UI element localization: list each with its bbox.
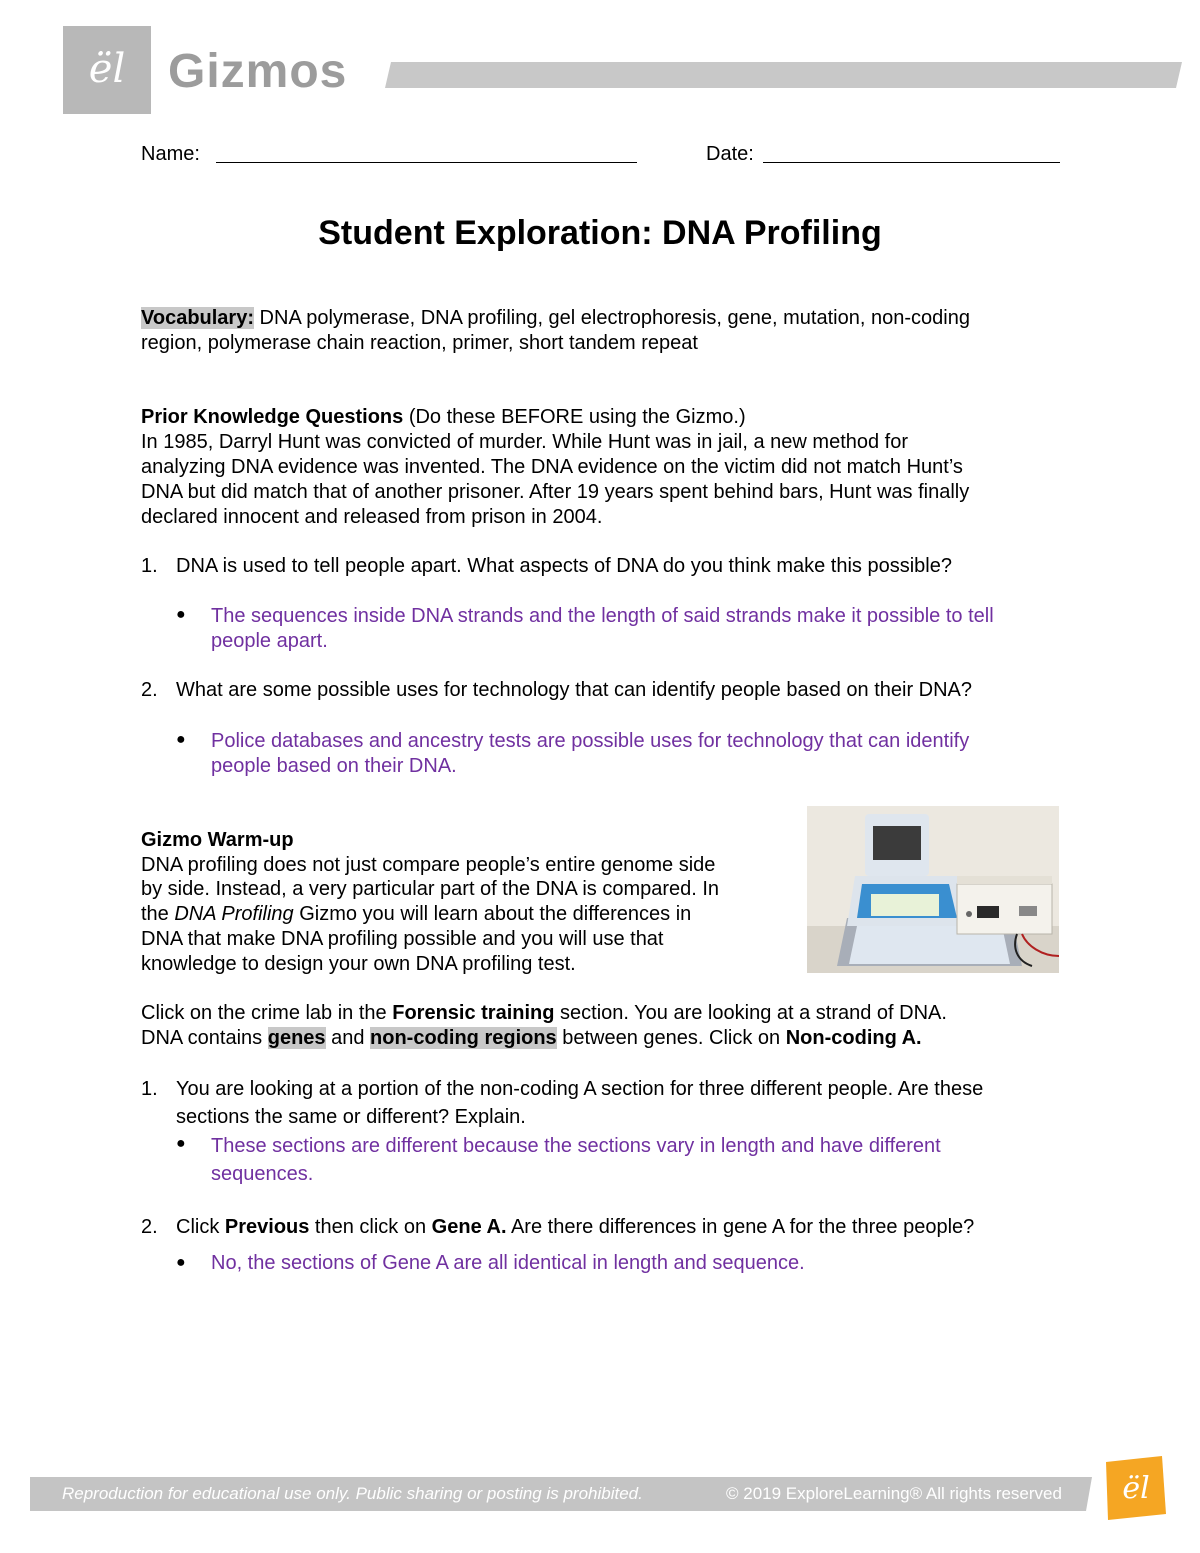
prior-line-4: declared innocent and released from prison in 2004. (141, 506, 603, 528)
footer-copyright: © 2019 ExploreLearning® All rights reserved (726, 1484, 1062, 1503)
q2-text-c: Are there differences in gene A for the three people? (506, 1216, 975, 1238)
warmup-q2-text (176, 1213, 1066, 1241)
previous-term: Previous (224, 1216, 310, 1238)
contains-text-b: between genes. Click on (556, 1027, 786, 1049)
page-title: Student Exploration: DNA Profiling (318, 214, 882, 252)
prior-q2-answer-2: people based on their DNA. (211, 755, 457, 777)
name-label: Name: (141, 143, 200, 165)
warmup-q1-number: 1. (141, 1078, 158, 1100)
brand-name: Gizmos (168, 45, 348, 98)
name-field[interactable] (216, 162, 637, 163)
prior-q2-number: 2. (141, 679, 158, 701)
prior-q1-answer-2: people apart. (211, 630, 328, 652)
vocabulary-terms-2: region, polymerase chain reaction, primer, short tandem repeat (141, 332, 698, 354)
prior-q1-answer-1: The sequences inside DNA strands and the length of said strands make it possible to tell (211, 605, 994, 627)
warmup-line-3 (141, 902, 791, 927)
vocabulary-line-1 (141, 306, 1061, 331)
bullet-icon: ● (176, 1135, 186, 1152)
bullet-icon: ● (176, 1254, 186, 1271)
warmup-q1-line-1: You are looking at a portion of the non-coding A section for three different people. Are these (176, 1078, 984, 1100)
non-coding-a-term: Non-coding A. (785, 1027, 922, 1049)
warmup-heading: Gizmo Warm-up (141, 829, 294, 851)
genes-term: genes (267, 1027, 326, 1049)
crime-lab-instruction (141, 1001, 1061, 1026)
date-label: Date: (706, 143, 754, 165)
header-bar (385, 62, 1182, 88)
date-field[interactable] (763, 162, 1060, 163)
bullet-icon: ● (176, 731, 186, 748)
prior-heading-line (141, 405, 1061, 430)
gene-a-term: Gene A. (431, 1216, 507, 1238)
warmup-line-3a: the (141, 903, 175, 925)
svg-text:ël: ël (1122, 1471, 1150, 1506)
prior-q1-text: DNA is used to tell people apart. What aspects of DNA do you think make this possible? (176, 555, 952, 577)
vocabulary-terms-1: DNA polymerase, DNA profiling, gel electrophoresis, gene, mutation, non-coding (254, 307, 970, 329)
gizmo-name: DNA Profiling (174, 903, 294, 925)
warmup-line-5: knowledge to design your own DNA profiling test. (141, 953, 576, 975)
bullet-icon: ● (176, 606, 186, 623)
prior-heading-note: (Do these BEFORE using the Gizmo.) (403, 406, 746, 428)
warmup-q2-answer: No, the sections of Gene A are all identical in length and sequence. (211, 1252, 805, 1274)
footer-notice: Reproduction for educational use only. Public sharing or posting is prohibited. (62, 1484, 643, 1503)
gizmo-lab-image (807, 806, 1059, 973)
el-logo-glyph: ël (88, 46, 126, 92)
warmup-line-1: DNA profiling does not just compare people’s entire genome side (141, 854, 716, 876)
q2-text-a: Click (176, 1216, 225, 1238)
dna-contains-line (141, 1026, 1061, 1051)
non-coding-regions-term: non-coding regions (370, 1027, 557, 1049)
warmup-line-4: DNA that make DNA profiling possible and you will use that (141, 928, 664, 950)
prior-q2-text: What are some possible uses for technology that can identify people based on their DNA? (176, 679, 973, 701)
prior-q2-answer-1: Police databases and ancestry tests are possible uses for technology that can identify (211, 730, 970, 752)
explorelearning-logo-icon (1098, 1452, 1170, 1524)
vocabulary-label: Vocabulary: (141, 307, 254, 329)
contains-text-a: DNA contains (141, 1027, 268, 1049)
prior-line-1: In 1985, Darryl Hunt was convicted of murder. While Hunt was in jail, a new method for (141, 431, 909, 453)
prior-q1-number: 1. (141, 555, 158, 577)
q2-text-b: then click on (309, 1216, 432, 1238)
prior-line-2: analyzing DNA evidence was invented. The DNA evidence on the victim did not match Hunt’s (141, 456, 963, 478)
click-text-b: section. You are looking at a strand of DNA. (554, 1002, 947, 1024)
warmup-q1-answer-1: These sections are different because the sections vary in length and have different (211, 1135, 941, 1157)
prior-line-3: DNA but did match that of another prisoner. After 19 years spent behind bars, Hunt was finally (141, 481, 970, 503)
click-text-a: Click on the crime lab in the (141, 1002, 393, 1024)
warmup-q2-number: 2. (141, 1216, 158, 1238)
warmup-line-2: by side. Instead, a very particular part of the DNA is compared. In (141, 878, 720, 900)
warmup-q1-answer-2: sequences. (211, 1163, 314, 1185)
contains-and: and (325, 1027, 371, 1049)
warmup-line-3b: Gizmo you will learn about the differences in (293, 903, 692, 925)
prior-heading: Prior Knowledge Questions (141, 406, 404, 428)
warmup-q1-line-2: sections the same or different? Explain. (176, 1106, 526, 1128)
forensic-training-term: Forensic training (392, 1002, 555, 1024)
